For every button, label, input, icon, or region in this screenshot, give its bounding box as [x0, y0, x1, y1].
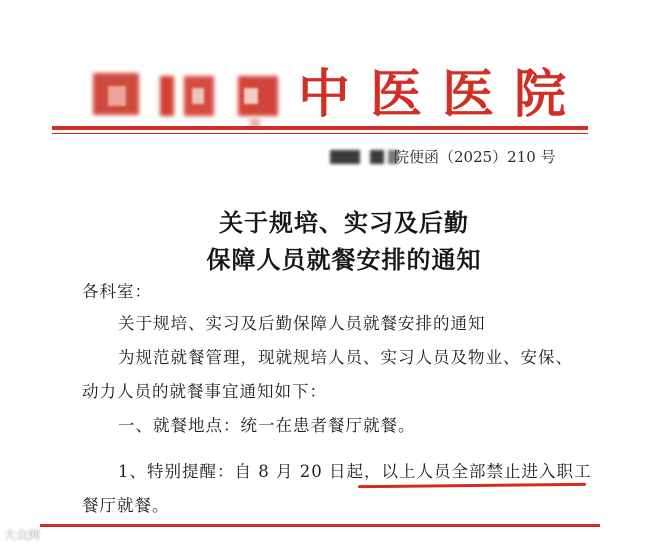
document-number-text: 院便函（2025）210 号 [394, 148, 556, 166]
redacted-text [370, 150, 384, 164]
salutation: 各科室： [82, 282, 152, 301]
redacted-text [330, 150, 360, 164]
redacted-char [192, 88, 204, 104]
hospital-name: 中医医院 [298, 64, 587, 125]
document-number [330, 146, 590, 168]
body-paragraph: 为规范就餐管理，现就规培人员、实习人员及物业、安保、 [118, 348, 573, 367]
letterhead-rule-thick [52, 126, 588, 130]
footer-rule [40, 524, 600, 527]
letterhead [0, 58, 668, 128]
special-reminder-continued: 餐厅就餐。 [82, 496, 170, 515]
special-reminder-item: 1、特别提醒：自 8 月 20 日起，以上人员全部禁止进入职工 [118, 462, 592, 481]
redacted-char [108, 86, 126, 106]
body-paragraph-continued: 动力人员的就餐事宜通知如下： [82, 382, 327, 401]
letterhead-rule-thin [52, 133, 588, 134]
dining-location-item: 一、就餐地点：统一在患者餐厅就餐。 [118, 416, 416, 435]
redacted-char [244, 88, 258, 104]
notice-title-line-2: 保障人员就餐安排的通知 [206, 246, 482, 274]
body-paragraph: 关于规培、实习及后勤保障人员就餐安排的通知 [118, 314, 486, 333]
watermark: 大众网 [4, 528, 41, 542]
redacted-char [160, 76, 174, 116]
notice-title-line-1: 关于规培、实习及后勤 [219, 209, 469, 237]
